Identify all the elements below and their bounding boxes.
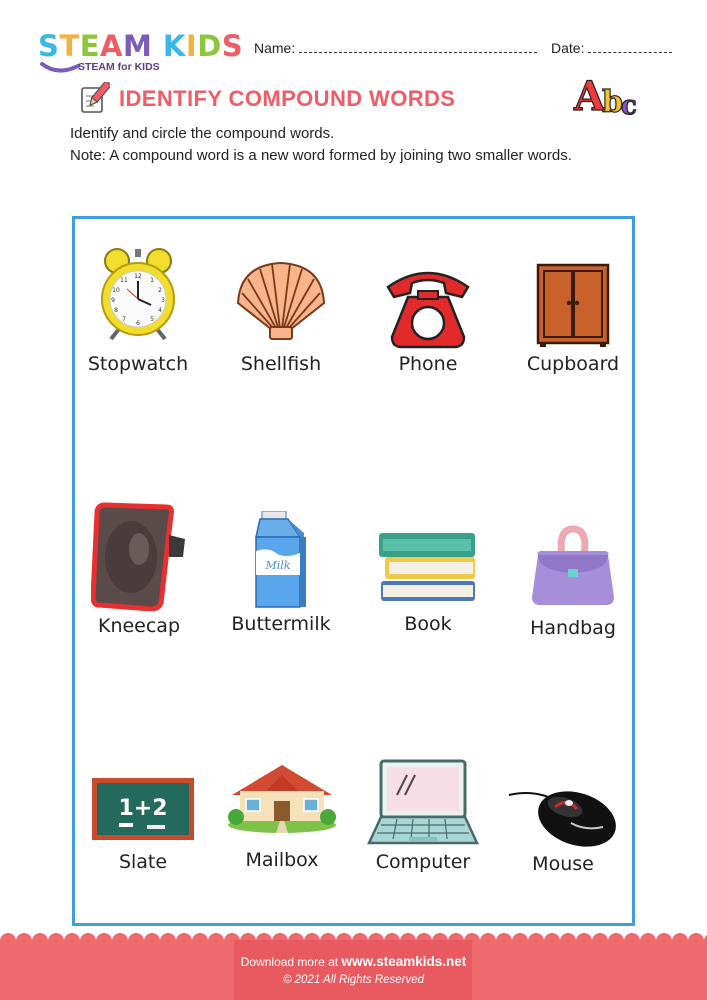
word-label[interactable]: Handbag xyxy=(530,617,616,639)
laptop-icon xyxy=(367,759,479,851)
handbag-icon xyxy=(528,525,618,607)
name-field[interactable] xyxy=(254,40,537,56)
word-label[interactable]: Cupboard xyxy=(526,353,620,375)
svg-text:1+2: 1+2 xyxy=(118,796,168,821)
logo-letter: E xyxy=(79,29,100,63)
cupboard-icon xyxy=(536,263,610,347)
abc-letter-a: A xyxy=(574,73,606,118)
word-item-buttermilk[interactable] xyxy=(211,511,351,635)
svg-text:11: 11 xyxy=(120,277,128,284)
logo-swoosh-icon xyxy=(40,60,80,74)
books-icon xyxy=(377,529,479,605)
word-label[interactable]: Kneecap xyxy=(97,615,181,637)
word-item-book[interactable] xyxy=(358,529,498,635)
date-label: Date: xyxy=(551,40,585,56)
logo-letter: K xyxy=(162,29,186,63)
word-item-shellfish[interactable] xyxy=(211,259,351,375)
word-label[interactable]: Book xyxy=(404,613,452,635)
abc-letter-b: b xyxy=(602,85,623,118)
date-line[interactable] xyxy=(588,41,672,53)
milk-carton-icon xyxy=(254,511,308,609)
chalkboard-icon xyxy=(91,777,195,841)
page-title: IDENTIFY COMPOUND WORDS xyxy=(119,86,456,111)
footer-center-panel xyxy=(234,940,472,1000)
steam-kids-logo xyxy=(38,29,244,74)
logo-letter: A xyxy=(100,29,123,63)
svg-text:8: 8 xyxy=(114,307,118,314)
word-item-cupboard[interactable] xyxy=(503,263,643,375)
word-label[interactable]: Shellfish xyxy=(240,353,322,375)
date-field[interactable] xyxy=(551,40,672,56)
house-icon xyxy=(226,761,338,833)
note-text: Note: A compound word is a new word formed by joining two smaller words. xyxy=(70,147,572,164)
footer-site-link[interactable]: www.steamkids.net xyxy=(341,954,467,969)
logo-letter: I xyxy=(185,29,198,63)
name-label: Name: xyxy=(254,40,296,56)
word-item-kneecap[interactable] xyxy=(69,501,209,637)
svg-text:3: 3 xyxy=(161,297,165,304)
word-item-stopwatch[interactable] xyxy=(68,245,208,375)
word-item-handbag[interactable] xyxy=(503,525,643,639)
word-item-mailbox[interactable] xyxy=(212,761,352,871)
footer-download-text: Download more at xyxy=(240,955,339,969)
svg-text:4: 4 xyxy=(158,307,162,314)
logo-letter: D xyxy=(197,29,222,63)
svg-text:5: 5 xyxy=(150,316,154,323)
logo-wordmark xyxy=(38,30,243,62)
compound-word-grid xyxy=(72,216,635,926)
word-label[interactable]: Slate xyxy=(118,851,168,873)
footer xyxy=(0,940,707,1000)
computer-mouse-icon xyxy=(505,787,621,849)
instructions xyxy=(70,123,630,167)
word-label[interactable]: Mouse xyxy=(532,853,594,875)
svg-text:10: 10 xyxy=(112,287,120,294)
seashell-icon xyxy=(234,259,328,341)
logo-letter: M xyxy=(122,29,153,63)
abc-letters-icon xyxy=(572,72,642,118)
svg-text:9: 9 xyxy=(111,297,115,304)
instruction-text: Identify and circle the compound words. xyxy=(70,125,335,142)
footer-download xyxy=(0,954,707,969)
kneepad-icon xyxy=(91,501,187,611)
svg-text:6: 6 xyxy=(136,320,140,327)
word-label[interactable]: Stopwatch xyxy=(87,353,189,375)
word-item-mouse[interactable] xyxy=(493,787,633,875)
svg-text:12: 12 xyxy=(134,273,142,280)
name-line[interactable] xyxy=(299,41,537,53)
logo-letter: S xyxy=(38,29,60,63)
svg-text:7: 7 xyxy=(122,316,126,323)
footer-copyright: © 2021 All Rights Reserved xyxy=(282,974,424,986)
word-item-computer[interactable] xyxy=(353,759,493,873)
logo-tagline: STEAM for KIDS xyxy=(78,61,160,73)
alarm-clock-icon xyxy=(97,245,179,341)
word-label[interactable]: Buttermilk xyxy=(231,613,331,635)
word-item-slate[interactable] xyxy=(73,777,213,873)
abc-letter-c: c xyxy=(621,91,637,118)
word-label[interactable]: Mailbox xyxy=(245,849,319,871)
svg-text:Milk: Milk xyxy=(265,559,291,572)
word-item-phone[interactable] xyxy=(358,265,498,375)
pencil-paper-icon xyxy=(80,82,110,114)
telephone-icon xyxy=(382,265,474,351)
logo-letter: T xyxy=(59,29,80,63)
logo-letter xyxy=(152,30,163,62)
svg-text:2: 2 xyxy=(158,287,162,294)
word-label[interactable]: Computer xyxy=(375,851,471,873)
word-label[interactable]: Phone xyxy=(398,353,458,375)
logo-letter: S xyxy=(221,29,244,63)
svg-text:1: 1 xyxy=(150,277,154,284)
